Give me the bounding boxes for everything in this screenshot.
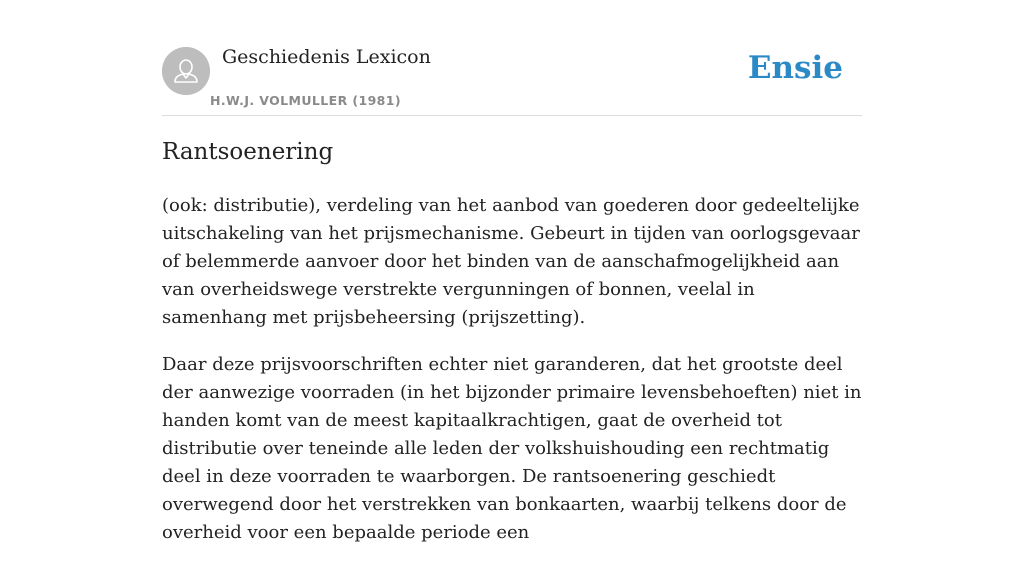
- page-title: Rantsoenering: [162, 139, 334, 165]
- source-author: H.W.J. VOLMULLER (1981): [210, 93, 401, 108]
- paragraph: Daar deze prijsvoorschriften echter niet garanderen, dat het grootste deel der aanwezige voorraden (in het bijzonder primaire levensbehoeften) niet in handen komt van de meest kapitaalkrachtigen, gaat de overheid tot distributie over teneinde alle leden der volkshuishouding een rechtmatig deel in deze voorraden te waarborgen. De rantsoenering geschiedt overwegend door het verstrekken van bonkaarten, waarbij telkens door de overheid voor een bepaalde periode een: [162, 354, 862, 543]
- user-icon[interactable]: [162, 47, 210, 95]
- paragraph: (ook: distributie), verdeling van het aanbod van goederen door gedeeltelijke uitschakeling van het prijsmechanisme. Gebeurt in tijden van oorlogsgevaar of belemmerde aanvoer door het binden van de aanschafmogelijkheid aan van overheidswege verstrekte vergunningen of bonnen, veelal in samenhang met prijsbeheersing (prijszetting).: [162, 195, 860, 328]
- source-title[interactable]: Geschiedenis Lexicon: [222, 46, 431, 68]
- source-header: [162, 46, 862, 116]
- entry-content: [162, 192, 862, 566]
- brand-logo[interactable]: Ensie: [747, 50, 843, 86]
